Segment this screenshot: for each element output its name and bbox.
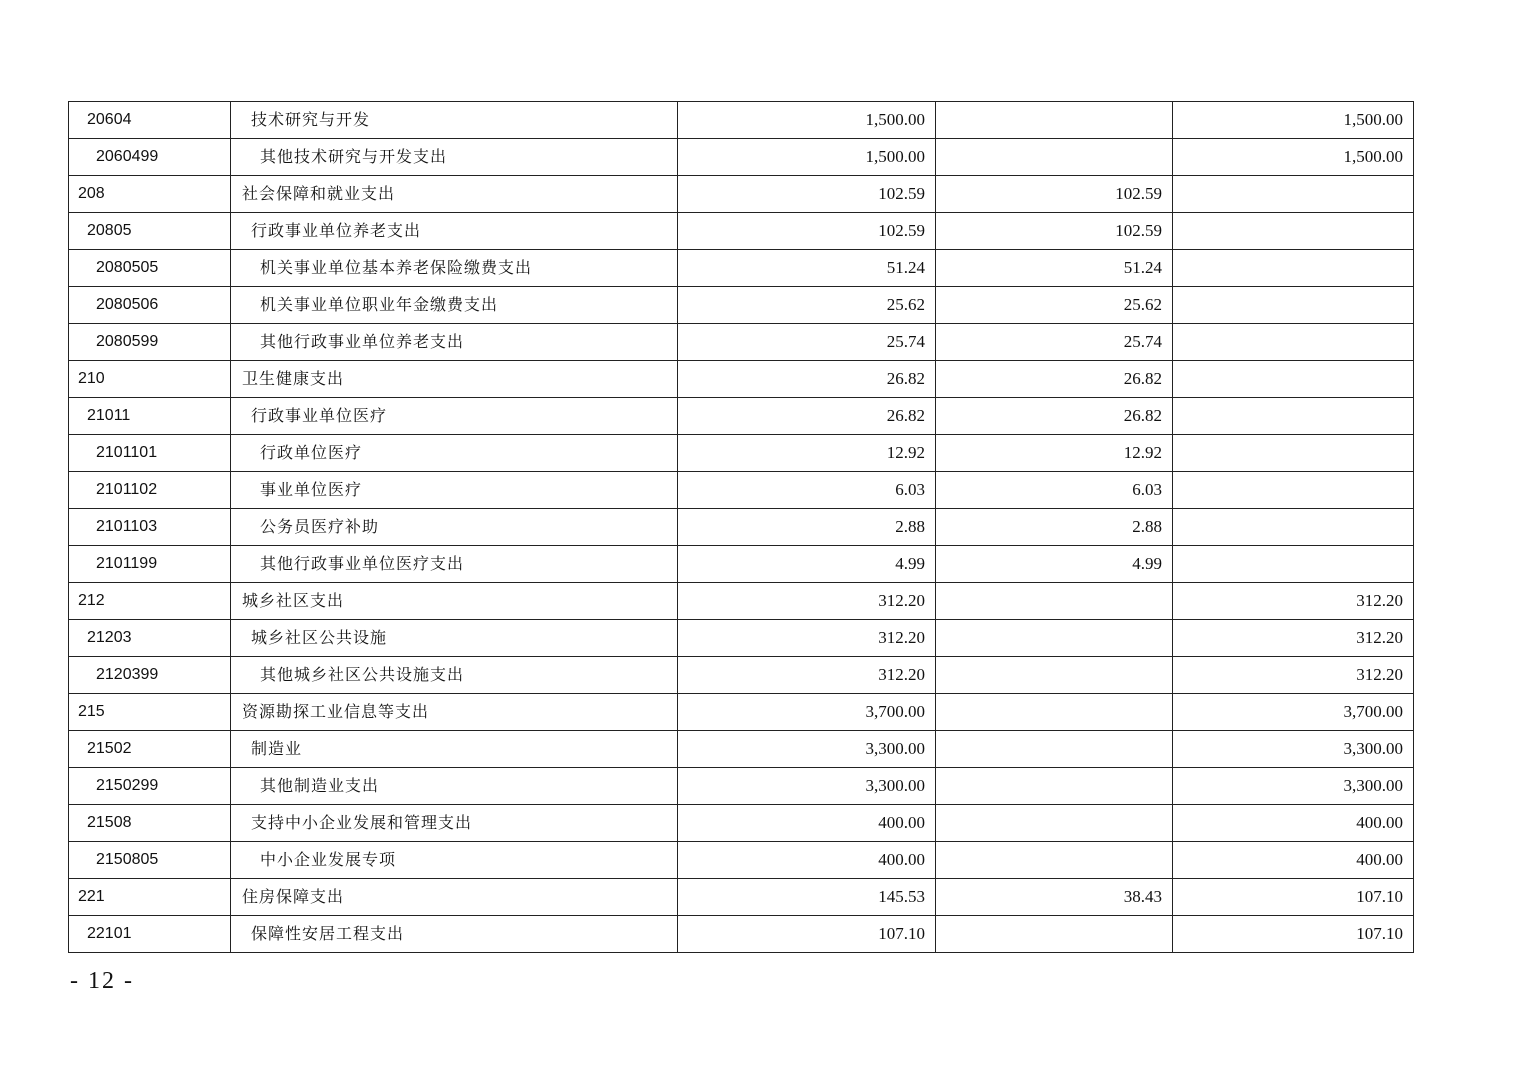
total-amount-cell: 12.92 <box>678 435 936 472</box>
basic-expenditure-cell: 102.59 <box>936 213 1173 250</box>
total-amount-cell: 3,300.00 <box>678 731 936 768</box>
subject-code-cell: 2150299 <box>69 768 231 805</box>
basic-expenditure-cell <box>936 657 1173 694</box>
subject-name-cell: 机关事业单位职业年金缴费支出 <box>231 287 678 324</box>
subject-name-cell: 技术研究与开发 <box>231 102 678 139</box>
subject-code-cell: 208 <box>69 176 231 213</box>
subject-name-cell: 其他技术研究与开发支出 <box>231 139 678 176</box>
table-row <box>69 287 1414 324</box>
project-expenditure-cell: 1,500.00 <box>1173 102 1414 139</box>
project-expenditure-cell <box>1173 435 1414 472</box>
subject-code-cell: 221 <box>69 879 231 916</box>
table-row <box>69 620 1414 657</box>
subject-name-cell: 城乡社区公共设施 <box>231 620 678 657</box>
table-row <box>69 250 1414 287</box>
total-amount-cell: 26.82 <box>678 361 936 398</box>
project-expenditure-cell: 312.20 <box>1173 583 1414 620</box>
total-amount-cell: 400.00 <box>678 842 936 879</box>
subject-name-cell: 行政事业单位医疗 <box>231 398 678 435</box>
total-amount-cell: 51.24 <box>678 250 936 287</box>
subject-code-cell: 20604 <box>69 102 231 139</box>
subject-name-cell: 住房保障支出 <box>231 879 678 916</box>
subject-code-cell: 2080506 <box>69 287 231 324</box>
project-expenditure-cell: 107.10 <box>1173 879 1414 916</box>
project-expenditure-cell: 3,300.00 <box>1173 768 1414 805</box>
table-row <box>69 731 1414 768</box>
table-row <box>69 398 1414 435</box>
subject-name-cell: 其他城乡社区公共设施支出 <box>231 657 678 694</box>
total-amount-cell: 25.74 <box>678 324 936 361</box>
subject-code-cell: 2101102 <box>69 472 231 509</box>
table-row <box>69 435 1414 472</box>
table-row <box>69 361 1414 398</box>
subject-name-cell: 城乡社区支出 <box>231 583 678 620</box>
basic-expenditure-cell: 102.59 <box>936 176 1173 213</box>
total-amount-cell: 312.20 <box>678 620 936 657</box>
project-expenditure-cell <box>1173 324 1414 361</box>
subject-code-cell: 2101101 <box>69 435 231 472</box>
table-row <box>69 509 1414 546</box>
table-row <box>69 472 1414 509</box>
basic-expenditure-cell <box>936 139 1173 176</box>
project-expenditure-cell <box>1173 509 1414 546</box>
total-amount-cell: 3,300.00 <box>678 768 936 805</box>
table-row <box>69 879 1414 916</box>
basic-expenditure-cell <box>936 842 1173 879</box>
basic-expenditure-cell: 6.03 <box>936 472 1173 509</box>
project-expenditure-cell <box>1173 361 1414 398</box>
subject-code-cell: 2120399 <box>69 657 231 694</box>
project-expenditure-cell: 312.20 <box>1173 620 1414 657</box>
basic-expenditure-cell: 26.82 <box>936 398 1173 435</box>
project-expenditure-cell: 400.00 <box>1173 805 1414 842</box>
subject-name-cell: 社会保障和就业支出 <box>231 176 678 213</box>
basic-expenditure-cell <box>936 768 1173 805</box>
basic-expenditure-cell: 25.62 <box>936 287 1173 324</box>
table-row <box>69 213 1414 250</box>
basic-expenditure-cell <box>936 694 1173 731</box>
subject-name-cell: 行政单位医疗 <box>231 435 678 472</box>
total-amount-cell: 145.53 <box>678 879 936 916</box>
table-row <box>69 583 1414 620</box>
subject-code-cell: 2060499 <box>69 139 231 176</box>
basic-expenditure-cell: 25.74 <box>936 324 1173 361</box>
subject-code-cell: 21011 <box>69 398 231 435</box>
basic-expenditure-cell: 4.99 <box>936 546 1173 583</box>
table-row <box>69 139 1414 176</box>
project-expenditure-cell: 400.00 <box>1173 842 1414 879</box>
basic-expenditure-cell: 26.82 <box>936 361 1173 398</box>
basic-expenditure-cell <box>936 583 1173 620</box>
subject-name-cell: 保障性安居工程支出 <box>231 916 678 953</box>
table-row <box>69 805 1414 842</box>
table-row <box>69 694 1414 731</box>
project-expenditure-cell <box>1173 472 1414 509</box>
subject-name-cell: 资源勘探工业信息等支出 <box>231 694 678 731</box>
total-amount-cell: 3,700.00 <box>678 694 936 731</box>
subject-code-cell: 210 <box>69 361 231 398</box>
project-expenditure-cell <box>1173 287 1414 324</box>
project-expenditure-cell <box>1173 398 1414 435</box>
total-amount-cell: 107.10 <box>678 916 936 953</box>
total-amount-cell: 312.20 <box>678 583 936 620</box>
project-expenditure-cell: 312.20 <box>1173 657 1414 694</box>
subject-name-cell: 中小企业发展专项 <box>231 842 678 879</box>
page-number: - 12 - <box>70 968 134 994</box>
basic-expenditure-cell: 12.92 <box>936 435 1173 472</box>
project-expenditure-cell: 3,700.00 <box>1173 694 1414 731</box>
total-amount-cell: 4.99 <box>678 546 936 583</box>
basic-expenditure-cell: 2.88 <box>936 509 1173 546</box>
basic-expenditure-cell: 51.24 <box>936 250 1173 287</box>
subject-code-cell: 2101199 <box>69 546 231 583</box>
subject-name-cell: 行政事业单位养老支出 <box>231 213 678 250</box>
subject-name-cell: 支持中小企业发展和管理支出 <box>231 805 678 842</box>
subject-name-cell: 其他制造业支出 <box>231 768 678 805</box>
subject-code-cell: 21203 <box>69 620 231 657</box>
basic-expenditure-cell <box>936 102 1173 139</box>
subject-name-cell: 机关事业单位基本养老保险缴费支出 <box>231 250 678 287</box>
table-row <box>69 546 1414 583</box>
subject-code-cell: 2080505 <box>69 250 231 287</box>
total-amount-cell: 6.03 <box>678 472 936 509</box>
subject-name-cell: 制造业 <box>231 731 678 768</box>
project-expenditure-cell: 1,500.00 <box>1173 139 1414 176</box>
table-row <box>69 842 1414 879</box>
budget-table <box>68 101 1414 953</box>
basic-expenditure-cell <box>936 620 1173 657</box>
project-expenditure-cell: 107.10 <box>1173 916 1414 953</box>
project-expenditure-cell <box>1173 250 1414 287</box>
total-amount-cell: 2.88 <box>678 509 936 546</box>
subject-code-cell: 22101 <box>69 916 231 953</box>
subject-code-cell: 215 <box>69 694 231 731</box>
subject-name-cell: 公务员医疗补助 <box>231 509 678 546</box>
subject-code-cell: 212 <box>69 583 231 620</box>
table-row <box>69 176 1414 213</box>
subject-name-cell: 卫生健康支出 <box>231 361 678 398</box>
table-body <box>69 102 1414 953</box>
project-expenditure-cell <box>1173 176 1414 213</box>
table-row <box>69 916 1414 953</box>
basic-expenditure-cell <box>936 805 1173 842</box>
subject-name-cell: 事业单位医疗 <box>231 472 678 509</box>
total-amount-cell: 400.00 <box>678 805 936 842</box>
basic-expenditure-cell <box>936 916 1173 953</box>
total-amount-cell: 1,500.00 <box>678 102 936 139</box>
subject-code-cell: 21508 <box>69 805 231 842</box>
table-row <box>69 657 1414 694</box>
total-amount-cell: 102.59 <box>678 213 936 250</box>
project-expenditure-cell: 3,300.00 <box>1173 731 1414 768</box>
total-amount-cell: 312.20 <box>678 657 936 694</box>
total-amount-cell: 25.62 <box>678 287 936 324</box>
subject-code-cell: 2080599 <box>69 324 231 361</box>
total-amount-cell: 102.59 <box>678 176 936 213</box>
subject-name-cell: 其他行政事业单位医疗支出 <box>231 546 678 583</box>
subject-code-cell: 21502 <box>69 731 231 768</box>
project-expenditure-cell <box>1173 213 1414 250</box>
subject-name-cell: 其他行政事业单位养老支出 <box>231 324 678 361</box>
table-row <box>69 768 1414 805</box>
table-row <box>69 102 1414 139</box>
basic-expenditure-cell <box>936 731 1173 768</box>
subject-code-cell: 20805 <box>69 213 231 250</box>
table-row <box>69 324 1414 361</box>
project-expenditure-cell <box>1173 546 1414 583</box>
subject-code-cell: 2101103 <box>69 509 231 546</box>
subject-code-cell: 2150805 <box>69 842 231 879</box>
basic-expenditure-cell: 38.43 <box>936 879 1173 916</box>
total-amount-cell: 26.82 <box>678 398 936 435</box>
total-amount-cell: 1,500.00 <box>678 139 936 176</box>
